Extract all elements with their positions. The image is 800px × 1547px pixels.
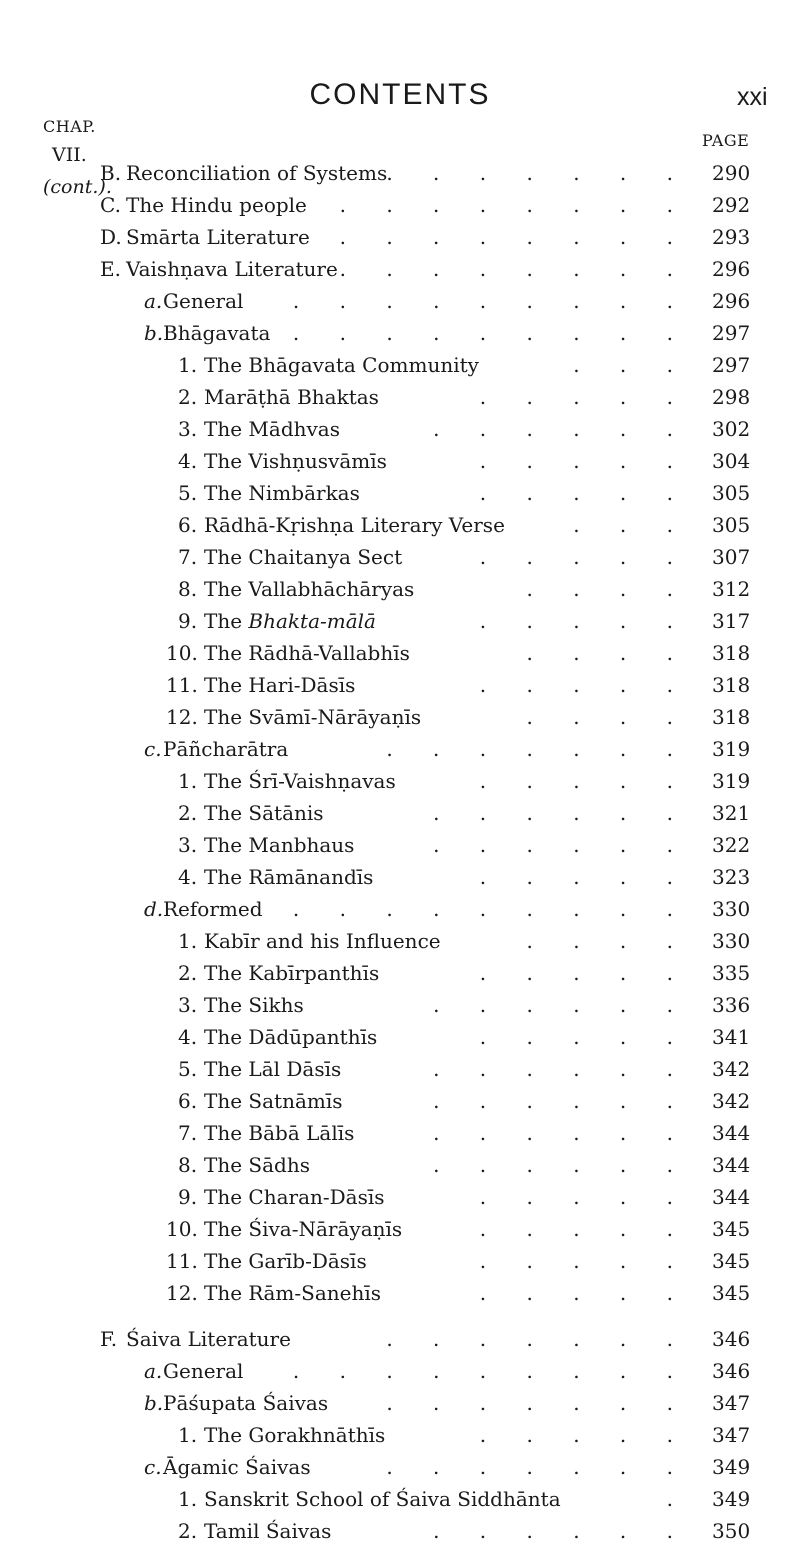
- toc-entry: [0, 1117, 800, 1149]
- chapter-label: CHAP.: [43, 117, 96, 136]
- entry-page: 296: [712, 289, 751, 313]
- entry-page: 322: [712, 833, 751, 857]
- entry-page: 319: [712, 769, 751, 793]
- toc-entry: [0, 1515, 800, 1547]
- entry-title: The Chaitanya Sect: [204, 545, 403, 569]
- entry-marker: 3.: [178, 417, 198, 441]
- entry-marker: 1.: [178, 353, 198, 377]
- entry-title: The Bhakta-mālā: [204, 609, 376, 633]
- leader-dots: . . . . . . .: [386, 1391, 690, 1415]
- entry-marker: 9.: [178, 1185, 198, 1209]
- toc-entry: [0, 573, 800, 605]
- entry-marker: 10.: [166, 641, 198, 665]
- entry-title: Śaiva Literature: [126, 1327, 291, 1351]
- toc-entry: [0, 509, 800, 541]
- entry-title: The Bābā Lālīs: [204, 1121, 355, 1145]
- leader-dots: . . . . .: [479, 481, 690, 505]
- toc-entry: [0, 701, 800, 733]
- leader-dots: . . . . . .: [433, 1057, 690, 1081]
- entry-title: General: [163, 1359, 244, 1383]
- leader-dots: . . . . .: [479, 961, 690, 985]
- leader-dots: . . . . . . . . .: [292, 321, 690, 345]
- entry-title: Bhāgavata: [163, 321, 271, 345]
- toc-entry: [0, 1053, 800, 1085]
- entry-title: The Satnāmīs: [204, 1089, 343, 1113]
- leader-dots: . . . . . .: [433, 1121, 690, 1145]
- entry-page: 321: [712, 801, 751, 825]
- leader-dots: . . . . . . .: [386, 737, 690, 761]
- toc-entry: [0, 157, 800, 189]
- entry-title: Pāñcharātra: [163, 737, 289, 761]
- toc-entry: [0, 349, 800, 381]
- toc-entry: [0, 1021, 800, 1053]
- toc-entry: [0, 221, 800, 253]
- entry-marker: d.: [144, 897, 164, 921]
- entry-page: 330: [712, 897, 751, 921]
- entry-title: Pāśupata Śaivas: [163, 1391, 329, 1415]
- leader-dots: . . . . .: [479, 769, 690, 793]
- entry-marker: 2.: [178, 385, 198, 409]
- entry-title: The Vallabhāchāryas: [204, 577, 415, 601]
- toc-entry: [0, 445, 800, 477]
- entry-page: 346: [712, 1327, 751, 1351]
- entry-page: 336: [712, 993, 751, 1017]
- toc-entry: [0, 1387, 800, 1419]
- leader-dots: . . . . .: [479, 1185, 690, 1209]
- entry-marker: c.: [144, 1455, 162, 1479]
- entry-title: The Nimbārkas: [204, 481, 360, 505]
- entry-title: The Sātānis: [204, 801, 324, 825]
- toc-entry: [0, 861, 800, 893]
- entry-marker: 3.: [178, 833, 198, 857]
- entry-title: The Vishṇusvāmīs: [204, 449, 387, 473]
- toc-entry: [0, 189, 800, 221]
- entry-title: Āgamic Śaivas: [163, 1455, 311, 1479]
- entry-marker: a.: [144, 289, 163, 313]
- entry-marker: 6.: [178, 1089, 198, 1113]
- entry-marker: 1.: [178, 769, 198, 793]
- entry-page: 304: [712, 449, 751, 473]
- chapter-number: VII.: [52, 144, 87, 166]
- entry-title: The Dādūpanthīs: [204, 1025, 378, 1049]
- leader-dots: . . . . . . . . .: [292, 289, 690, 313]
- entry-marker: 2.: [178, 1519, 198, 1543]
- entry-title: The Śrī-Vaishṇavas: [204, 769, 396, 793]
- leader-dots: . . . . .: [479, 1217, 690, 1241]
- entry-marker: 12.: [166, 1281, 198, 1305]
- leader-dots: . . . . .: [479, 673, 690, 697]
- entry-marker: 9.: [178, 609, 198, 633]
- toc-entry: [0, 1323, 800, 1355]
- entry-marker: C.: [100, 193, 121, 217]
- toc-entry: [0, 829, 800, 861]
- entry-title: Marāṭhā Bhaktas: [204, 385, 379, 409]
- toc-entry: [0, 285, 800, 317]
- entry-marker: 2.: [178, 961, 198, 985]
- entry-page: 323: [712, 865, 751, 889]
- toc-entry: [0, 1355, 800, 1387]
- entry-title: The Hari-Dāsīs: [204, 673, 356, 697]
- chapter-continued-text: (cont.).: [43, 176, 112, 198]
- leader-dots: . . . . . .: [433, 1153, 690, 1177]
- leader-dots: . . . . . . . . .: [292, 1359, 690, 1383]
- entry-title: Vaishṇava Literature: [126, 257, 338, 281]
- entry-title: The Charan-Dāsīs: [204, 1185, 385, 1209]
- toc-entry: [0, 669, 800, 701]
- entry-page: 349: [712, 1487, 751, 1511]
- leader-dots: . . . .: [526, 929, 690, 953]
- entry-marker: 5.: [178, 481, 198, 505]
- leader-dots: . . . . .: [479, 449, 690, 473]
- entry-title: Reconciliation of Systems: [126, 161, 388, 185]
- toc-entry: [0, 1483, 800, 1515]
- entry-title: The Bhāgavata Community: [204, 353, 479, 377]
- entry-title: The Manbhaus: [204, 833, 355, 857]
- entry-marker: 12.: [166, 705, 198, 729]
- leader-dots: . . . . .: [479, 1025, 690, 1049]
- entry-title: The Garīb-Dāsīs: [204, 1249, 367, 1273]
- leader-dots: . . . . .: [479, 545, 690, 569]
- entry-title: Smārta Literature: [126, 225, 310, 249]
- entry-page: 296: [712, 257, 751, 281]
- entry-title: Kabīr and his Influence: [204, 929, 441, 953]
- toc-entry: [0, 765, 800, 797]
- leader-dots: . . . . .: [479, 1249, 690, 1273]
- leader-dots: . . . . .: [479, 1423, 690, 1447]
- entry-title: The Śiva-Nārāyaṇīs: [204, 1217, 403, 1241]
- entry-page: 335: [712, 961, 751, 985]
- entry-marker: a.: [144, 1359, 163, 1383]
- entry-marker: 7.: [178, 545, 198, 569]
- entry-page: 305: [712, 513, 751, 537]
- entry-page: 347: [712, 1423, 751, 1447]
- toc-entry: [0, 381, 800, 413]
- entry-page: 292: [712, 193, 751, 217]
- entry-title: The Sikhs: [204, 993, 304, 1017]
- toc-entry: [0, 637, 800, 669]
- leader-dots: . . . . . .: [433, 417, 690, 441]
- entry-marker: D.: [100, 225, 122, 249]
- entry-marker: E.: [100, 257, 121, 281]
- entry-page: 344: [712, 1153, 751, 1177]
- toc-entry: [0, 253, 800, 285]
- leader-dots: . . . .: [526, 577, 690, 601]
- leader-dots: . . . . . . . .: [339, 257, 690, 281]
- leader-dots: . . . . . . .: [386, 1327, 690, 1351]
- leader-dots: . . . . . .: [433, 1089, 690, 1113]
- entry-title: The Kabīrpanthīs: [204, 961, 380, 985]
- toc-entry: [0, 1419, 800, 1451]
- page-title: CONTENTS: [309, 78, 491, 111]
- entry-title: The Sādhs: [204, 1153, 310, 1177]
- leader-dots: . . . . . .: [433, 833, 690, 857]
- entry-page: 318: [712, 705, 751, 729]
- leader-dots: . . .: [573, 513, 690, 537]
- entry-marker: 1.: [178, 929, 198, 953]
- leader-dots: . . . . . . .: [386, 1455, 690, 1479]
- entry-marker: 3.: [178, 993, 198, 1017]
- entry-title: Tamil Śaivas: [204, 1519, 332, 1543]
- toc-entry: [0, 605, 800, 637]
- toc-entry: [0, 989, 800, 1021]
- toc-entry: [0, 1213, 800, 1245]
- entry-page: 344: [712, 1185, 751, 1209]
- contents-list: [0, 157, 800, 1547]
- entry-title: The Hindu people: [126, 193, 307, 217]
- leader-dots: . . . .: [526, 705, 690, 729]
- leader-dots: . . .: [573, 353, 690, 377]
- entry-marker: 5.: [178, 1057, 198, 1081]
- entry-title: The Svāmī-Nārāyaṇīs: [204, 705, 422, 729]
- entry-marker: 4.: [178, 449, 198, 473]
- entry-marker: 11.: [166, 673, 198, 697]
- entry-page: 349: [712, 1455, 751, 1479]
- toc-entry: [0, 893, 800, 925]
- entry-marker: c.: [144, 737, 162, 761]
- toc-entry: [0, 733, 800, 765]
- entry-page: 297: [712, 353, 751, 377]
- entry-marker: F.: [100, 1327, 118, 1351]
- entry-page: 319: [712, 737, 751, 761]
- entry-page: 318: [712, 641, 751, 665]
- toc-entry: [0, 1085, 800, 1117]
- entry-title: Sanskrit School of Śaiva Siddhānta: [204, 1487, 561, 1511]
- toc-entry: [0, 925, 800, 957]
- entry-title: The Gorakhnāthīs: [204, 1423, 386, 1447]
- toc-entry: [0, 1181, 800, 1213]
- entry-page: 293: [712, 225, 751, 249]
- toc-entry: [0, 1277, 800, 1309]
- leader-dots: . . . . . .: [433, 993, 690, 1017]
- entry-marker: b.: [144, 1391, 164, 1415]
- toc-entry: [0, 797, 800, 829]
- entry-page: 341: [712, 1025, 751, 1049]
- entry-page: 346: [712, 1359, 751, 1383]
- entry-title: Rādhā-Kṛishṇa Literary Verse: [204, 513, 505, 537]
- entry-title: The Rām-Sanehīs: [204, 1281, 382, 1305]
- entry-page: 305: [712, 481, 751, 505]
- entry-marker: 1.: [178, 1423, 198, 1447]
- leader-dots: . . . . . . . .: [339, 225, 690, 249]
- entry-page: 312: [712, 577, 751, 601]
- leader-dots: . . . . . .: [433, 1519, 690, 1543]
- entry-page: 347: [712, 1391, 751, 1415]
- entry-page: 307: [712, 545, 751, 569]
- entry-title: The Mādhvas: [204, 417, 340, 441]
- entry-page: 345: [712, 1281, 751, 1305]
- entry-page: 317: [712, 609, 751, 633]
- entry-page: 350: [712, 1519, 751, 1543]
- entry-marker: b.: [144, 321, 164, 345]
- toc-entry: [0, 957, 800, 989]
- entry-marker: 4.: [178, 1025, 198, 1049]
- entry-page: 318: [712, 673, 751, 697]
- leader-dots: . . . . . . . . .: [292, 897, 690, 921]
- entry-marker: 2.: [178, 801, 198, 825]
- leader-dots: . . . . . . .: [386, 161, 690, 185]
- entry-marker: 7.: [178, 1121, 198, 1145]
- entry-page: 297: [712, 321, 751, 345]
- entry-marker: 6.: [178, 513, 198, 537]
- entry-page: 344: [712, 1121, 751, 1145]
- leader-dots: . . . . . . . .: [339, 193, 690, 217]
- entry-marker: 8.: [178, 577, 198, 601]
- leader-dots: . . . . .: [479, 865, 690, 889]
- toc-entry: [0, 317, 800, 349]
- entry-title: Reformed: [163, 897, 263, 921]
- entry-marker: 1.: [178, 1487, 198, 1511]
- entry-page: 342: [712, 1057, 751, 1081]
- entry-page: 330: [712, 929, 751, 953]
- toc-entry: [0, 1149, 800, 1181]
- toc-entry: [0, 1245, 800, 1277]
- entry-marker: 10.: [166, 1217, 198, 1241]
- entry-page: 290: [712, 161, 751, 185]
- entry-marker: 4.: [178, 865, 198, 889]
- leader-dots: . . . .: [526, 641, 690, 665]
- leader-dots: . . . . .: [479, 1281, 690, 1305]
- toc-entry: [0, 1451, 800, 1483]
- leader-dots: .: [666, 1487, 690, 1511]
- leader-dots: . . . . .: [479, 609, 690, 633]
- entry-page: 298: [712, 385, 751, 409]
- toc-entry: [0, 541, 800, 573]
- entry-page: 345: [712, 1249, 751, 1273]
- entry-page: 345: [712, 1217, 751, 1241]
- toc-entry: [0, 477, 800, 509]
- entry-marker: 11.: [166, 1249, 198, 1273]
- entry-page: 302: [712, 417, 751, 441]
- entry-title: The Lāl Dāsīs: [204, 1057, 342, 1081]
- page-folio: xxi: [737, 83, 768, 111]
- entry-marker: 8.: [178, 1153, 198, 1177]
- entry-marker: B.: [100, 161, 122, 185]
- leader-dots: . . . . .: [479, 385, 690, 409]
- toc-entry: [0, 413, 800, 445]
- entry-title: The Rādhā-Vallabhīs: [204, 641, 410, 665]
- entry-page: 342: [712, 1089, 751, 1113]
- entry-title: General: [163, 289, 244, 313]
- page-column-label: PAGE: [702, 131, 750, 150]
- entry-title: The Rāmānandīs: [204, 865, 374, 889]
- leader-dots: . . . . . .: [433, 801, 690, 825]
